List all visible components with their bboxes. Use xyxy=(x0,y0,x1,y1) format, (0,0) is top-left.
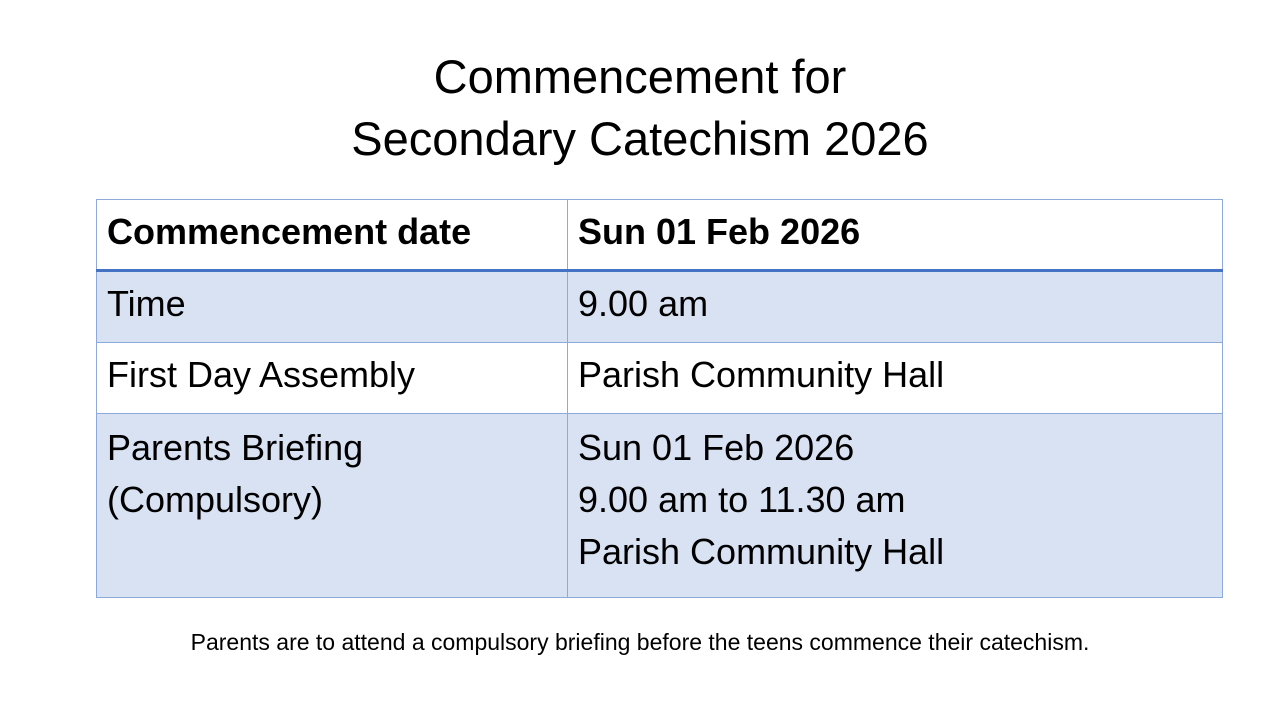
cell-value-time: 9.00 am xyxy=(568,271,1223,343)
cell-value-parents-briefing xyxy=(568,414,1223,598)
table-row-commencement-date xyxy=(97,200,1223,271)
briefing-label-line-2: (Compulsory) xyxy=(107,479,324,520)
title-line-2: Secondary Catechism 2026 xyxy=(351,112,929,165)
title-line-1: Commencement for xyxy=(433,50,847,103)
cell-value-commencement-date: Sun 01 Feb 2026 xyxy=(568,200,1223,271)
cell-label-parents-briefing xyxy=(97,414,568,598)
cell-label-first-day-assembly: First Day Assembly xyxy=(97,343,568,414)
briefing-date: Sun 01 Feb 2026 xyxy=(578,427,855,468)
table-row-time xyxy=(97,271,1223,343)
briefing-venue: Parish Community Hall xyxy=(578,531,945,572)
table-row-parents-briefing xyxy=(97,414,1223,598)
commencement-info-table xyxy=(96,199,1223,598)
briefing-time: 9.00 am to 11.30 am xyxy=(578,479,906,520)
cell-value-first-day-assembly: Parish Community Hall xyxy=(568,343,1223,414)
cell-label-time: Time xyxy=(97,271,568,343)
footnote: Parents are to attend a compulsory briefing before the teens commence their catechism. xyxy=(190,629,1090,655)
cell-label-commencement-date: Commencement date xyxy=(97,200,568,271)
slide-title xyxy=(0,46,1280,170)
briefing-label-line-1: Parents Briefing xyxy=(107,427,364,468)
table-row-first-day-assembly xyxy=(97,343,1223,414)
